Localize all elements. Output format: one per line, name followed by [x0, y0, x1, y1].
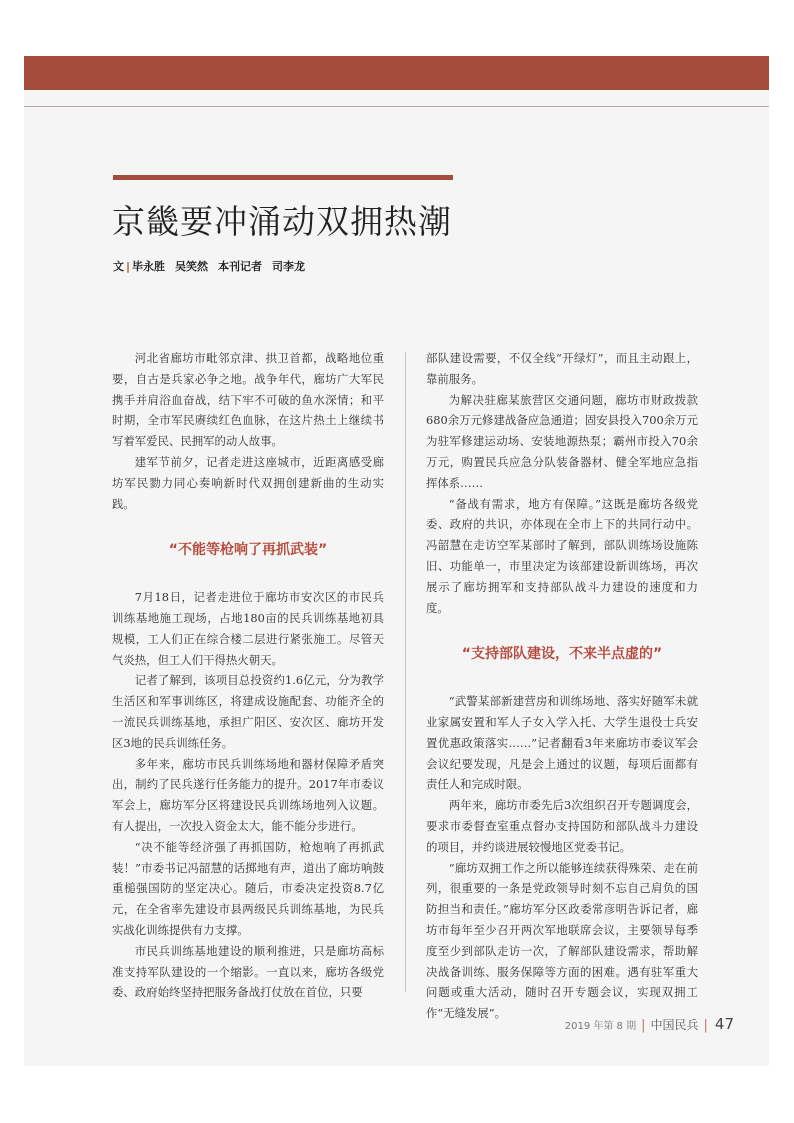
section-heading: “不能等枪响了再抓武装”	[168, 542, 328, 559]
footer-divider: |	[703, 1018, 708, 1033]
left-column	[112, 348, 384, 1003]
paragraph: “备战有需求，地方有保障。”这既是廊坊各级党委、政府的共识，亦体现在全市上下的共同行动中。冯韶慧在走访空军某部时了解到，部队训练场设施陈旧、功能单一，市里决定为该部建设新训练场，再次展示了廊坊拥军和支持部队战斗力建设的速度和力度。	[426, 496, 698, 615]
footer-divider: |	[641, 1018, 646, 1033]
issue-label: 2019 年第 8 期	[564, 1021, 637, 1032]
paragraph: 建军节前夕，记者走进这座城市，近距离感受廊坊军民勠力同心奏响新时代双拥创建新曲的生动实践。	[112, 454, 384, 511]
section-heading: “支持部队建设，不来半点虚的”	[461, 646, 663, 663]
title-accent-bar	[113, 175, 453, 180]
paragraph: 市民兵训练基地建设的顺利推进，只是廊坊高标准支持军队建设的一个缩影。一直以来，廊坊各级党委、政府始终坚持把服务备战打仗放在首位，只要	[112, 943, 384, 1000]
page-footer	[565, 1015, 734, 1033]
header-rule	[24, 106, 769, 107]
paragraph: 记者了解到，该项目总投资约1.6亿元，分为教学生活区和军事训练区，将建成设施配套、功能齐全的一流民兵训练基地，承担广阳区、安次区、廊坊开发区3地的民兵训练任务。	[112, 673, 384, 750]
author-name: 司李龙	[272, 260, 306, 273]
paragraph: “决不能等经济强了再抓国防，枪炮响了再抓武装！”市委书记冯韶慧的话掷地有声，道出了廊坊响鼓重槌强国防的坚定决心。随后，市委决定投资8.7亿元，在全省率先建设市县两级民兵训练基地，为民兵实战化训练提供有力支撑。	[112, 839, 384, 937]
paragraph: 为解决驻廊某旅营区交通问题，廊坊市财政拨款680余万元修建战备应急通道；固安县投入700余万元为驻军修建运动场、安装地源热泵；霸州市投入70余万元，购置民兵应急分队装备器材、健全军地应急指挥体系……	[426, 392, 698, 490]
byline-prefix: 文	[113, 260, 124, 273]
byline-separator: |	[126, 260, 131, 273]
header-band	[24, 56, 769, 90]
article-title: 京畿要冲涌动双拥热潮	[112, 202, 452, 241]
paragraph: “廊坊双拥工作之所以能够连续获得殊荣、走在前列，很重要的一条是党政领导时刻不忘自己肩负的国防担当和责任。”廊坊军分区政委常彦明告诉记者，廊坊市每年至少召开两次军地联席会议，主要领导每季度至少到部队走访一次，了解部队建设需求，帮助解决战备训练、服务保障等方面的困难。遇有驻军重大问题或重大活动，随时召开专题会议，实现双拥工作“无缝发展”。	[426, 860, 698, 1021]
paragraph: 7月18日，记者走进位于廊坊市安次区的市民兵训练基地施工现场，占地180亩的民兵训练基地初具规模，工人们正在综合楼二层进行紧张施工。尽管天气炎热，但工人们干得热火朝天。	[112, 590, 384, 667]
magazine-name: 中国民兵	[650, 1018, 699, 1032]
column-divider	[405, 352, 406, 992]
paragraph: 河北省廊坊市毗邻京津、拱卫首都，战略地位重要，自古是兵家必争之地。战争年代，廊坊广大军民携手并肩浴血奋战，结下牢不可破的鱼水深情；和平时期，全市军民赓续红色血脉，在这片热土上继续书写着军爱民、民拥军的动人故事。	[112, 351, 384, 449]
author-title: 本刊记者	[218, 260, 263, 273]
paragraph: “武警某部新建营房和训练场地、落实好随军未就业家属安置和军人子女入学入托、大学生退役士兵安置优惠政策落实……”记者翻看3年来廊坊市委议军会会议纪要发现，凡是会上通过的议题，每项后面都有责任人和完成时限。	[426, 694, 698, 792]
page-number: 47	[714, 1015, 734, 1033]
byline	[113, 258, 315, 274]
right-column	[426, 348, 698, 1024]
paragraph: 多年来，廊坊市民兵训练场地和器材保障矛盾突出，制约了民兵遂行任务能力的提升。2017年市委议军会上，廊坊军分区将建设民兵训练场地列入议题。有人提出，一次投入资金太大，能不能分步进行。	[112, 756, 384, 833]
author-name: 吴笑然	[175, 260, 209, 273]
author-name: 毕永胜	[132, 260, 166, 273]
paragraph: 两年来，廊坊市委先后3次组织召开专题调度会，要求市委督查室重点督办支持国防和部队战斗力建设的项目，并约谈进展较慢地区党委书记。	[426, 798, 698, 854]
paragraph-continued: 部队建设需要，不仅全线“开绿灯”，而且主动跟上，靠前服务。	[426, 351, 698, 386]
